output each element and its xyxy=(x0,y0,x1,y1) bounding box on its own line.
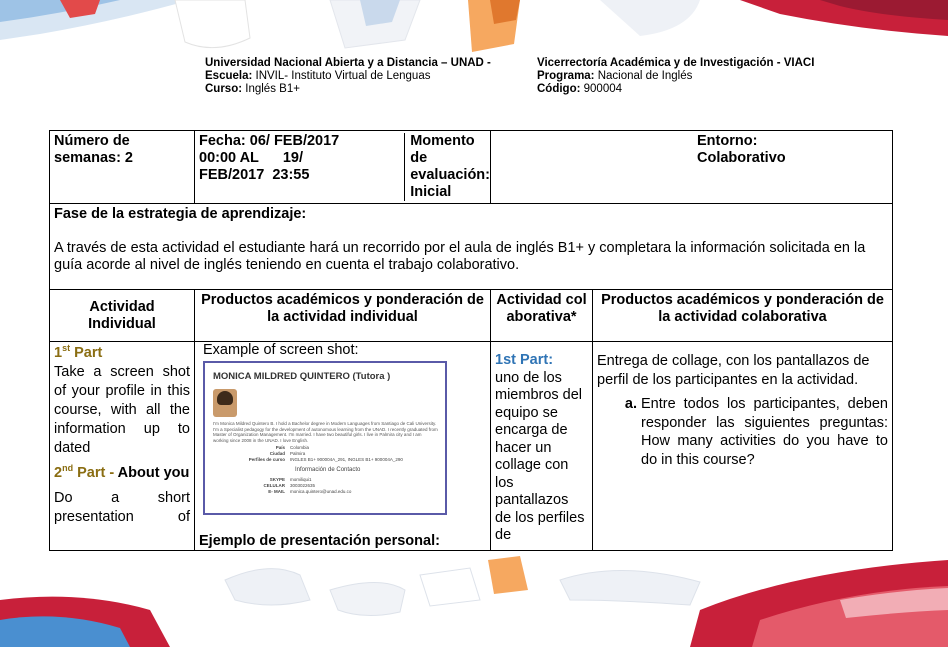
weeks-cell xyxy=(50,131,195,204)
collab-text: uno de los miembros del equipo se encarga de hacer un collage con los pantallazos de los perfiles de xyxy=(495,369,585,543)
fase-title: Fase de la estrategia de aprendizaje: xyxy=(54,206,307,222)
example-screenshot-label: Example of screen shot: xyxy=(203,342,359,358)
fecha-line-3: FEB/2017 23:55 xyxy=(199,167,310,183)
header-productos-individual-text: Productos académicos y ponderación de la actividad individual xyxy=(201,292,484,325)
contact-row-value: momiliqui1 xyxy=(290,477,312,482)
codigo-value: 900004 xyxy=(583,83,623,95)
escuela-label: Escuela: xyxy=(205,70,253,82)
fecha-line-1: Fecha: 06/ FEB/2017 xyxy=(199,133,340,149)
part2-sup: nd xyxy=(62,463,74,474)
part1-heading xyxy=(54,344,190,363)
institution-header-left xyxy=(205,57,491,96)
momento-value: Inicial xyxy=(410,184,452,200)
individual-products-cell xyxy=(195,342,491,551)
codigo-label: Código: xyxy=(537,83,581,95)
institution-header-right xyxy=(537,57,814,96)
profile-row-key: Ciudad xyxy=(269,451,285,456)
header-productos-colaborativa xyxy=(593,290,893,342)
header-productos-individual xyxy=(195,290,491,342)
presentation-example-label: Ejemplo de presentación personal: xyxy=(199,533,440,549)
profile-row xyxy=(245,457,445,463)
fecha-line-2: 00:00 AL 19/ xyxy=(199,150,303,166)
contact-row-value: 3003022635 xyxy=(290,483,316,488)
date-split xyxy=(199,133,490,201)
entorno-value: Colaborativo xyxy=(697,150,786,166)
collab-questions-list xyxy=(597,395,888,469)
contact-details xyxy=(245,477,445,495)
part1-text: Take a screen shot of your profile in this course, with all the information up to dated xyxy=(54,364,190,456)
curso-value: Inglés B1+ xyxy=(245,83,300,95)
part2-about: About you xyxy=(114,465,190,481)
escuela-value: INVIL- Instituto Virtual de Lenguas xyxy=(255,70,431,82)
collab-products-intro: Entrega de collage, con los pantallazos de perfil de los participantes en la actividad. xyxy=(597,353,870,388)
programa-value: Nacional de Inglés xyxy=(597,70,693,82)
profile-name: MONICA MILDRED QUINTERO (Tutora ) xyxy=(213,371,391,382)
contact-title: Información de Contacto xyxy=(295,467,361,473)
profile-row-value: Palmira xyxy=(290,451,306,456)
profile-photo xyxy=(213,389,237,417)
header-actividad-colaborativa-text: Actividad colaborativa* xyxy=(496,292,587,325)
vicerrectoria-name: Vicerrectoría Académica y de Investigación - VIACI xyxy=(537,57,815,69)
profile-row-key: País xyxy=(275,445,285,450)
fase-text: A través de esta actividad el estudiante hará un recorrido por el aula de inglés B1+ y completara la información solicitada en la guía acorde al nivel de inglés teniendo en cuenta el trabajo colaborativo. xyxy=(54,240,866,273)
fecha-block xyxy=(199,133,405,201)
part1-num: 1 xyxy=(54,345,63,361)
activity-guide-table xyxy=(49,130,893,551)
profile-row-value: INGLES B1+ 900004A_291, INGLES B1+ 900004A_290 xyxy=(290,457,403,462)
contact-row-value: monica.quintero@unad.edu.co xyxy=(290,489,352,494)
profile-row-value: Colombia xyxy=(290,445,310,450)
momento-label: Momento de evaluación: xyxy=(410,133,490,183)
collab-part-label: 1st Part: xyxy=(495,352,554,368)
part2-num: 2 xyxy=(54,465,63,481)
contact-row-key: SKYPE xyxy=(269,477,285,482)
university-name: Universidad Nacional Abierta y a Distancia – UNAD - xyxy=(205,57,491,69)
curso-label: Curso: xyxy=(205,83,243,95)
part2-text: Do a short presentation of xyxy=(54,490,190,525)
entorno-label: Entorno: xyxy=(697,133,758,149)
part2-label: Part - xyxy=(73,465,115,481)
profile-details xyxy=(245,445,445,463)
collab-question-a: a. Entre todos los participantes, deben responder las siguientes preguntas: How many activities do you have to do in this course? xyxy=(641,395,888,469)
entorno-cell xyxy=(491,131,893,204)
header-actividad-individual-text: Actividad Individual xyxy=(88,298,156,332)
weeks-text: Número de semanas: 2 xyxy=(54,133,133,166)
collaborative-activity-cell xyxy=(491,342,593,551)
part2-heading xyxy=(54,464,190,483)
contact-row xyxy=(245,489,445,495)
momento-block xyxy=(405,133,490,201)
date-cell xyxy=(195,131,491,204)
part1-label: Part xyxy=(70,345,103,361)
fase-cell xyxy=(50,204,893,290)
header-productos-colaborativa-text: Productos académicos y ponderación de la actividad colaborativa xyxy=(601,292,884,325)
profile-bio: I'm Monica Mildred Quintero B. I hold a Bachelor degree in Modern Languages from Santiago de Cali University. I'm a Specialist pedagogy for the development of autonomous learning from the UNAD. I recently graduated from Master of Organization Management. I'm married. I have two beautiful girls. I live in Palmira city and I am working since 2008 in the UNAD. I love English. xyxy=(213,421,438,443)
programa-label: Programa: xyxy=(537,70,595,82)
collaborative-products-cell xyxy=(593,342,893,551)
profile-row-key: Perfiles de curso xyxy=(248,457,285,462)
contact-row-key: CELULAR xyxy=(263,483,285,488)
part1-sup: st xyxy=(62,343,71,354)
contact-row-key: E- MAIL xyxy=(268,489,285,494)
example-profile-screenshot xyxy=(203,361,447,515)
individual-activity-cell xyxy=(50,342,195,551)
header-actividad-individual xyxy=(50,290,195,342)
header-actividad-colaborativa xyxy=(491,290,593,342)
